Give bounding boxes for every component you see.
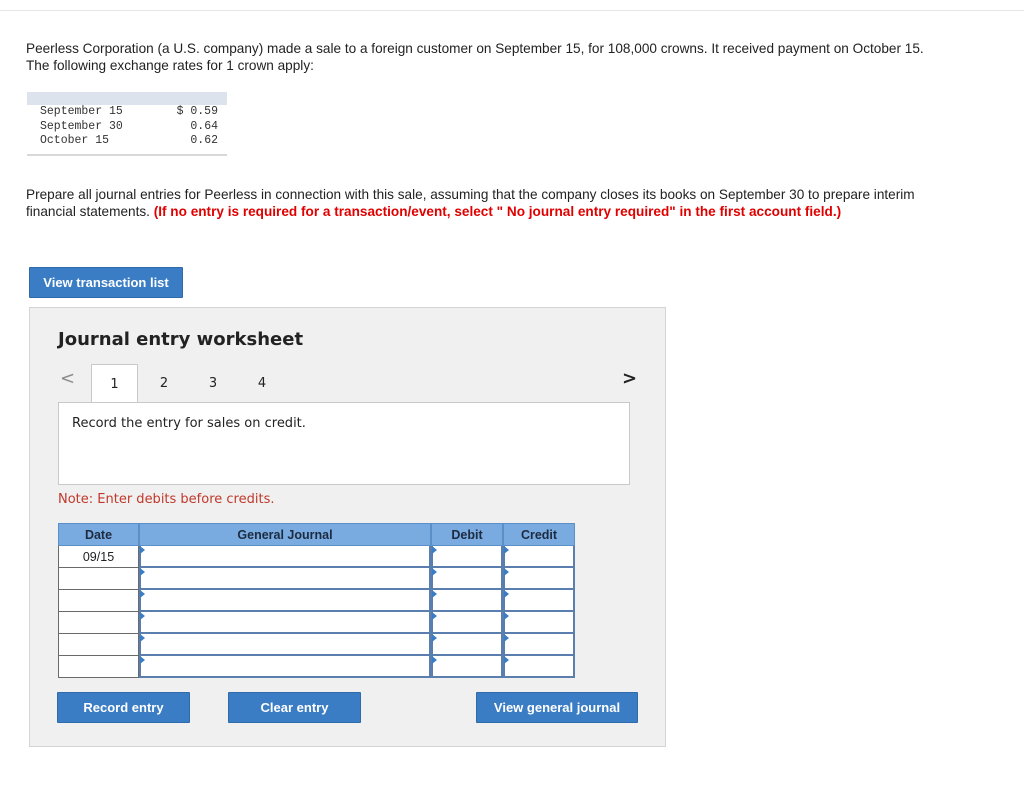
credit-input[interactable] — [503, 634, 575, 656]
journal-row — [58, 634, 575, 656]
instruction-panel — [58, 402, 630, 485]
date-cell — [58, 590, 139, 612]
debit-input[interactable] — [431, 612, 503, 634]
credit-input[interactable] — [503, 568, 575, 590]
dropdown-marker-icon — [504, 590, 509, 598]
date-cell — [58, 612, 139, 634]
account-input[interactable] — [139, 634, 431, 656]
debit-input[interactable] — [431, 634, 503, 656]
journal-row — [58, 656, 575, 678]
chevron-left-icon[interactable]: < — [60, 368, 76, 389]
credit-input[interactable] — [503, 546, 575, 568]
tab-4[interactable]: 4 — [257, 376, 267, 391]
view-transaction-list-button[interactable]: View transaction list — [29, 267, 183, 298]
date-cell — [58, 568, 139, 590]
dropdown-marker-icon — [432, 656, 437, 664]
dropdown-marker-icon — [432, 634, 437, 642]
dropdown-marker-icon — [140, 568, 145, 576]
journal-row — [58, 568, 575, 590]
dropdown-marker-icon — [140, 656, 145, 664]
journal-row — [58, 546, 575, 568]
credit-input[interactable] — [503, 656, 575, 678]
account-input[interactable] — [139, 590, 431, 612]
chevron-right-icon[interactable]: > — [622, 368, 638, 389]
header-debit: Debit — [431, 523, 503, 546]
record-entry-button[interactable]: Record entry — [57, 692, 190, 723]
tab-3[interactable]: 3 — [208, 376, 218, 391]
journal-row — [58, 590, 575, 612]
rates-table-bottom-border — [27, 152, 227, 156]
rates-table-header — [27, 92, 227, 105]
credit-input[interactable] — [503, 590, 575, 612]
header-credit: Credit — [503, 523, 575, 546]
journal-table — [58, 523, 575, 678]
exchange-rates-table — [27, 92, 227, 156]
rates-row — [27, 134, 227, 149]
dropdown-marker-icon — [140, 546, 145, 554]
instructions-text: Prepare all journal entries for Peerless in connection with this sale, assuming that the company closes its books on September 30 to prepare interim financial statements. — [26, 187, 915, 219]
debit-input[interactable] — [431, 590, 503, 612]
rate-value: 0.64 — [190, 119, 218, 133]
rate-date: October 15 — [40, 134, 110, 147]
rates-row — [27, 120, 227, 135]
worksheet-title: Journal entry worksheet — [58, 329, 304, 350]
dropdown-marker-icon — [504, 546, 509, 554]
rate-date: September 15 — [40, 105, 123, 118]
dropdown-marker-icon — [504, 656, 509, 664]
dropdown-marker-icon — [432, 612, 437, 620]
problem-statement: Peerless Corporation (a U.S. company) made a sale to a foreign customer on September 15, for 108,000 crowns. It received payment on October 15. The following exchange rates for 1 crown apply: — [26, 41, 924, 73]
dropdown-marker-icon — [140, 590, 145, 598]
account-input[interactable] — [139, 568, 431, 590]
credit-input[interactable] — [503, 612, 575, 634]
dropdown-marker-icon — [504, 612, 509, 620]
no-entry-warning: (If no entry is required for a transaction/event, select " No journal entry required" in the first account field.) — [153, 204, 842, 219]
date-cell — [58, 634, 139, 656]
dropdown-marker-icon — [504, 634, 509, 642]
debit-input[interactable] — [431, 546, 503, 568]
instructions-paragraph — [26, 186, 926, 220]
rate-value: $ 0.59 — [176, 105, 218, 118]
clear-entry-button[interactable]: Clear entry — [228, 692, 361, 723]
dropdown-marker-icon — [432, 546, 437, 554]
dropdown-marker-icon — [432, 590, 437, 598]
journal-entry-worksheet — [29, 307, 666, 747]
view-general-journal-button[interactable]: View general journal — [476, 692, 638, 723]
instruction-text: Record the entry for sales on credit. — [72, 416, 306, 431]
rates-row — [27, 105, 227, 120]
date-cell — [58, 656, 139, 678]
account-input[interactable] — [139, 546, 431, 568]
debit-input[interactable] — [431, 656, 503, 678]
top-divider — [0, 10, 1024, 11]
tab-1[interactable]: 1 — [91, 364, 138, 404]
debit-input[interactable] — [431, 568, 503, 590]
header-date: Date — [58, 523, 139, 546]
tab-2[interactable]: 2 — [159, 376, 169, 391]
dropdown-marker-icon — [504, 568, 509, 576]
rate-date: September 30 — [40, 119, 123, 133]
dropdown-marker-icon — [140, 612, 145, 620]
account-input[interactable] — [139, 612, 431, 634]
rate-value: 0.62 — [190, 134, 218, 147]
journal-header-row — [58, 523, 575, 546]
header-general-journal: General Journal — [139, 523, 431, 546]
account-input[interactable] — [139, 656, 431, 678]
dropdown-marker-icon — [432, 568, 437, 576]
dropdown-marker-icon — [140, 634, 145, 642]
debit-credit-note: Note: Enter debits before credits. — [58, 492, 275, 507]
date-cell: 09/15 — [58, 546, 139, 568]
journal-row — [58, 612, 575, 634]
